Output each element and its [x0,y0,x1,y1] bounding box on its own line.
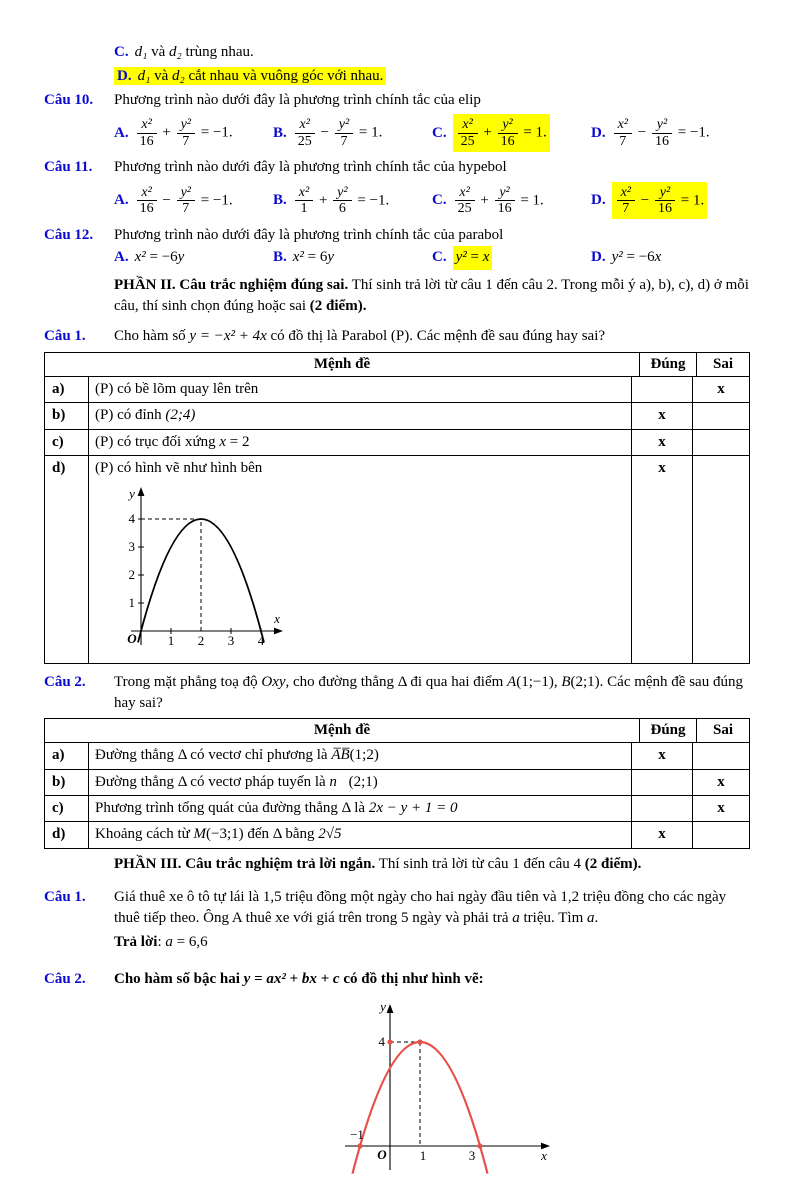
row-statement: (P) có trục đối xứng x = 2 [89,430,632,456]
option-formula: $\frac{\text{x²}}{16}$ − $\frac{\text{y²}}{7}$ = −1. [135,183,233,219]
question-11-text: Phương trình nào dưới đây là phương trình chính tắc của hypebol [114,159,507,176]
mark-false: x [693,377,750,403]
mark-true: x [632,403,693,429]
row-statement: Khoảng cách từ M(−3;1) đến Δ bằng 2√5 [89,822,632,848]
mark-false [693,403,750,429]
table-row [45,377,750,403]
highlighted-answer [114,67,386,85]
highlighted-answer: $\frac{\text{x²}}{25}$ + $\frac{\text{y²}}{16}$ = 1. [453,114,550,152]
row-statement: Phương trình tổng quát của đường thẳng Δ là 2x − y + 1 = 0 [89,796,632,822]
highlighted-answer: $\frac{\text{x²}}{7}$ − $\frac{\text{y²}}{16}$ = 1. [612,182,708,220]
origin-label: O [127,631,137,647]
question-10-text: Phương trình nào dưới đây là phương trình chính tắc của elip [114,92,481,108]
q11-option-d [591,182,750,220]
q12-option-d [591,247,750,268]
option-label: A. [114,124,129,141]
col-false-header: Sai [697,719,750,743]
option-formula: $\frac{\text{x²}}{7}$ − $\frac{\text{y²}}{16}$ = −1. [612,115,710,151]
row-letter: b) [45,770,89,796]
p3-q1-text: Giá thuê xe ô tô tự lái là 1,5 triệu đồng một ngày cho hai ngày đầu tiên và 1,2 triệu đồng cho các ngày thuê tiếp theo. Ông A thuê xe với giá trên trong 5 ngày và phải trả a triệu. Tìm a. [114,888,727,927]
mark-true [632,770,693,796]
mark-true: x [632,743,693,769]
row-letter: d) [45,456,89,664]
question-11 [44,157,750,222]
mark-false [693,743,750,769]
row-letter: c) [45,430,89,456]
x-tick-minus1: −1 [350,1127,364,1143]
highlighted-answer: y² = x [453,246,493,269]
option-label: D. [591,249,606,266]
mark-true: x [632,822,693,848]
mark-false [693,430,750,456]
part2-heading: PHẦN II. Câu trắc nghiệm đúng sai. Thí sinh trả lời từ câu 1 đến câu 2. Trong mỗi ý a), b), c), d) ở mỗi câu, thí sinh chọn đúng hoặc sai (2 điểm). [114,276,749,315]
mark-true: x [632,456,693,664]
table-row-with-graph [45,456,750,664]
table-row [45,743,750,769]
col-true-header: Đúng [640,353,697,377]
option-label: C. [432,249,447,266]
question-10-options [114,111,750,155]
option-label: C. [432,191,447,208]
option-label: B. [273,249,287,266]
q11-option-b [273,183,432,219]
option-formula: $\frac{\text{x²}}{1}$ + $\frac{\text{y²}}{6}$ = −1. [293,183,389,219]
p2-q2-number: Câu 2. [44,673,86,690]
y-tick-4: 4 [128,511,135,527]
x-axis-label: x [274,611,280,627]
row-letter: c) [45,796,89,822]
p3-question-1 [44,887,750,930]
table-row [45,822,750,848]
question-12-number: Câu 12. [44,226,94,243]
option-formula: x² = −6y [134,249,185,266]
mark-false: x [693,770,750,796]
option-formula: y² = −6x [611,249,662,266]
x-tick-1: 1 [419,1148,427,1164]
row-letter: a) [45,377,89,403]
question-11-number: Câu 11. [44,159,93,176]
x-tick-3: 3 [227,633,235,649]
question-12-text: Phương trình nào dưới đây là phương trình chính tắc của parabol [114,226,504,243]
question-10 [44,90,750,155]
intro-option-c [114,40,750,64]
p2-q2-text: Trong mặt phẳng toạ độ Oxy, cho đường thẳng Δ đi qua hai điểm A(1;−1), B(2;1). Các mệnh đề sau đúng hay sai? [114,673,743,711]
true-false-table-2 [44,718,750,848]
option-label: A. [114,191,129,208]
y-tick-2: 2 [128,567,135,583]
col-statement-header: Mệnh đề [45,353,640,377]
row-statement-text: (P) có hình vẽ như hình bên [95,459,263,476]
q10-option-d [591,115,750,151]
p2-q1-number: Câu 1. [44,328,86,345]
intro-option-d [114,64,750,88]
row-statement: (P) có bề lõm quay lên trên [89,377,632,403]
x-tick-3: 3 [468,1148,476,1164]
option-label: D. [591,191,606,208]
row-letter: a) [45,743,89,769]
table-row [45,796,750,822]
p3-question-2 [44,969,750,990]
y-tick-3: 3 [128,539,135,555]
col-false-header: Sai [697,353,750,377]
q12-option-a [114,247,273,268]
question-12-options [114,246,750,270]
option-formula: $\frac{\text{x²}}{25}$ + $\frac{\text{y²}}{16}$ = 1. [453,183,544,219]
parabola-graph-2 [330,998,560,1180]
mark-false [693,822,750,848]
x-axis-label: x [541,1148,547,1164]
mark-true [632,796,693,822]
option-formula: $\frac{\text{x²}}{16}$ + $\frac{\text{y²}}{7}$ = −1. [135,115,233,151]
p2-q1-text: Cho hàm số y = −x² + 4x có đồ thị là Parabol (P). Các mệnh đề sau đúng hay sai? [114,328,606,345]
p3-q2-number: Câu 2. [44,970,86,987]
q10-option-c [432,114,591,152]
q11-option-c [432,183,591,219]
parabola-graph-1 [113,483,353,651]
true-false-table-1 [44,352,750,664]
p3-q1-answer: Trả lời: a = 6,6 [114,933,208,950]
option-d-text: d₁ và d₂ cắt nhau và vuông góc với nhau. [137,68,384,84]
option-c-label: C. [114,44,129,60]
q12-option-c [432,246,591,269]
table-row [45,770,750,796]
table-row [45,430,750,456]
option-c-text: d₁ và d₂ trùng nhau. [134,44,254,60]
q12-option-b [273,247,432,268]
option-label: B. [273,191,287,208]
x-tick-1: 1 [167,633,175,649]
option-formula: x² = 6y [292,249,335,266]
question-12 [44,225,750,270]
x-tick-4: 4 [257,633,265,649]
p2-question-1 [44,326,750,347]
row-letter: d) [45,822,89,848]
mark-true: x [632,430,693,456]
col-statement-header: Mệnh đề [45,719,640,743]
question-10-number: Câu 10. [44,92,94,108]
table-row [45,403,750,429]
y-tick-4: 4 [378,1034,385,1050]
y-axis-label: y [380,999,386,1015]
q11-option-a [114,183,273,219]
option-formula: $\frac{\text{x²}}{25}$ − $\frac{\text{y²}}{7}$ = 1. [293,115,383,151]
row-letter: b) [45,403,89,429]
option-label: C. [432,124,447,141]
y-axis-label: y [129,486,135,502]
row-statement: (P) có đỉnh (2;4) [89,403,632,429]
row-statement [89,456,632,664]
option-d-label: D. [117,68,132,84]
option-label: D. [591,124,606,141]
p3-q1-number: Câu 1. [44,888,86,905]
part3-heading: PHẦN III. Câu trắc nghiệm trả lời ngắn. Thí sinh trả lời từ câu 1 đến câu 4 (2 điểm). [114,855,642,872]
row-statement: Đường thẳng Δ có vectơ chỉ phương là A̅B̅(1;2) [89,743,632,769]
p3-q2-text: Cho hàm số bậc hai y = ax² + bx + c có đồ thị như hình vẽ: [114,970,484,987]
mark-false [693,456,750,664]
col-true-header: Đúng [640,719,697,743]
mark-true [632,377,693,403]
y-tick-1: 1 [128,595,135,611]
option-label: B. [273,124,287,141]
q10-option-a [114,115,273,151]
mark-false: x [693,796,750,822]
p2-question-2 [44,672,750,715]
q10-option-b [273,115,432,151]
question-11-options [114,179,750,223]
origin-label: O [377,1147,387,1163]
option-label: A. [114,249,129,266]
x-tick-2: 2 [197,633,205,649]
row-statement: Đường thẳng Δ có vectơ pháp tuyến là n⃗(2;1) [89,770,632,796]
